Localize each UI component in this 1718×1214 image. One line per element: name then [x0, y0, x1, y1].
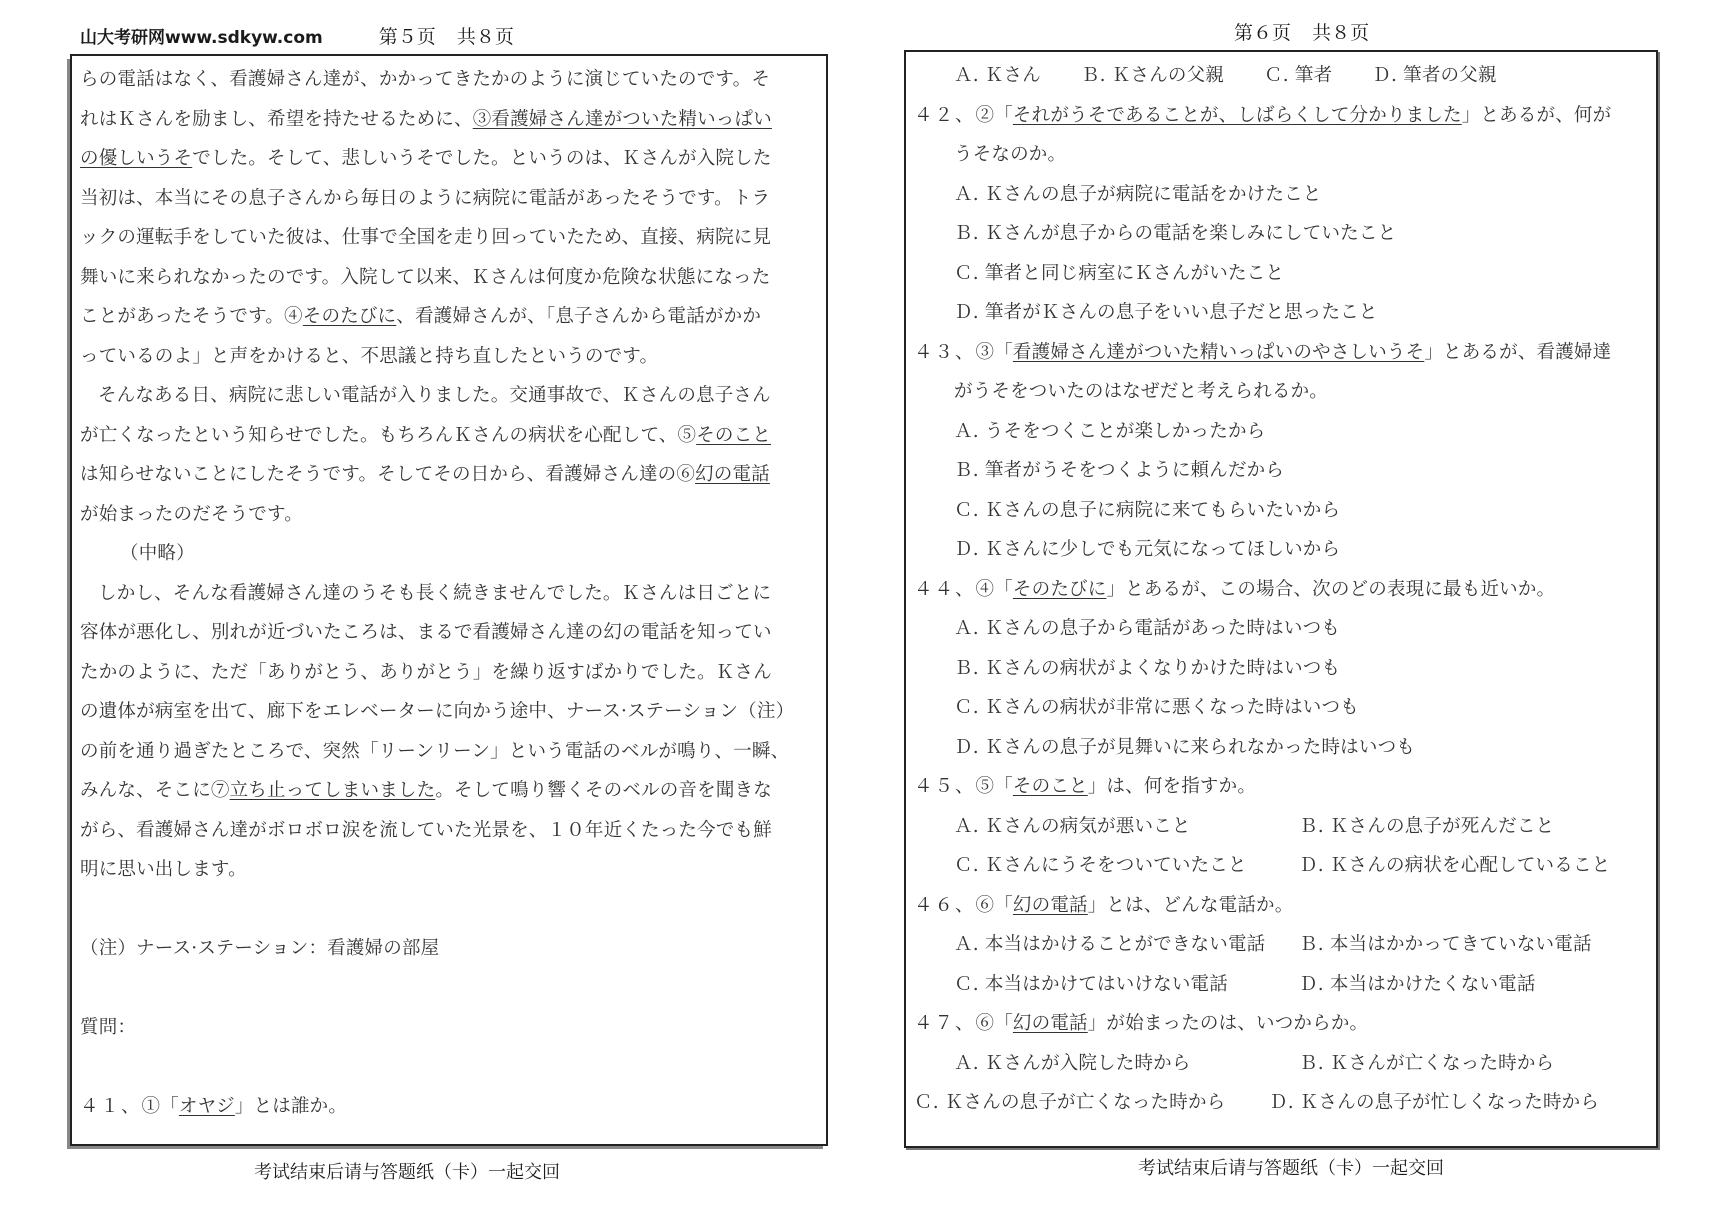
passage-line: 舞いに来られなかったのです。入院して以来、Ｋさんは何度か危険な状態になった [80, 266, 771, 288]
question-43-quote: 看護婦さん達がついた精いっぱいのやさしいうそ [1012, 341, 1425, 363]
option-row: Ａ. Ｋさんが入院した時から Ｂ. Ｋさんが亡くなった時から [954, 1052, 1555, 1074]
option: Ａ. Ｋさんの息子から電話があった時はいつも [954, 618, 1340, 639]
passage-line: っているのよ」と声をかけると、不思議と持ち直したというのです。 [80, 345, 659, 367]
option: Ｃ. 筆者と同じ病室にＫさんがいたこと [954, 262, 1285, 284]
question-41-quote: オヤジ [178, 1096, 235, 1117]
right-page-number: 第６页 [1234, 22, 1292, 44]
question-42-quote: それがうそであることが、しばらくして分かりました [1012, 104, 1462, 126]
passage-line: が始まったのだそうです。 [80, 503, 303, 525]
question-41: ４１、①「オヤジ」とは誰か。 [80, 1096, 348, 1117]
footnote: （注）ナース·ステーション：看護婦の部屋 [80, 938, 440, 959]
passage-line: の遺体が病室を出て、廊下をエレベーターに向かう途中、ナース·ステーション（注） [80, 701, 795, 722]
underlined-phrase-4: そのたびに [302, 306, 397, 327]
underlined-phrase-3: ③看護婦さん達がついた精いっぱい [472, 108, 772, 130]
option-row: Ａ. 本当はかけることができない電話 Ｂ. 本当はかかってきていない電話 [954, 934, 1592, 955]
omission-marker: （中略） [120, 543, 195, 564]
passage-line: がら、看護婦さん達がボロボロ涙を流していた光景を、１０年近くたった今でも鮮 [80, 819, 772, 841]
reading-passage [80, 60, 818, 1127]
question-43-cont: がうそをついたのはなぜだと考えられるか。 [954, 381, 1329, 402]
question-46-quote: 幻の電話 [1012, 894, 1088, 916]
left-footer: 考试结束后请与答题纸（卡）一起交回 [254, 1162, 560, 1183]
site-watermark: 山大考研网www.sdkyw.com [80, 28, 323, 48]
option: Ｃ. Ｋさんの息子に病院に来てもらいたいから [954, 499, 1341, 521]
option: Ｄ. Ｋさんの息子が見舞いに来られなかった時はいつも [954, 736, 1415, 758]
passage-line: らの電話はなく、看護婦さん達が、かかってきたかのように演じていたのです。そ [80, 69, 771, 90]
option: Ｄ. 筆者がＫさんの息子をいい息子だと思ったこと [954, 302, 1378, 323]
passage-line: が亡くなったという知らせでした。もちろんＫさんの病状を心配して、⑤そのこと [80, 424, 771, 446]
right-footer: 考试结束后请与答题纸（卡）一起交回 [1138, 1158, 1444, 1179]
passage-line: 当初は、本当にその息子さんから毎日のように病院に電話があったそうです。トラ [80, 187, 771, 209]
option-row: Ｃ. Ｋさんの息子が亡くなった時から Ｄ. Ｋさんの息子が忙しくなった時から [914, 1092, 1600, 1113]
passage-line: たかのように、ただ「ありがとう、ありがとう」を繰り返すばかりでした。Ｋさん [80, 661, 772, 683]
option: Ａ. Ｋさんの息子が病院に電話をかけたこと [954, 183, 1322, 205]
right-page-header [1234, 18, 1419, 45]
question-44: ４４、④「そのたびに」とあるが、この場合、次のどの表現に最も近いか。 [914, 578, 1556, 600]
passage-line: みんな、そこに⑦立ち止ってしまいました。そして鳴り響くそのベルの音を聞きな [80, 780, 772, 801]
right-exam-panel [904, 50, 1658, 1148]
question-44-quote: そのたびに [1012, 578, 1107, 600]
question-42: ４２、②「それがうそであることが、しばらくして分かりました」とあるが、何が [914, 104, 1612, 126]
passage-line: ックの運転手をしていた彼は、仕事で全国を走り回っていたため、直接、病院に見 [80, 227, 772, 248]
underlined-phrase-5: そのこと [696, 424, 771, 446]
passage-line: そんなある日、病院に悲しい電話が入りました。交通事故で、Ｋさんの息子さん [98, 385, 771, 406]
question-47-quote: 幻の電話 [1012, 1013, 1088, 1034]
option-row: Ｃ. 本当はかけてはいけない電話 Ｄ. 本当はかけたくない電話 [954, 973, 1536, 995]
option: Ａ. うそをつくことが楽しかったから [954, 420, 1266, 442]
underlined-phrase-3-cont: の優しいうそ [80, 148, 193, 169]
option: Ｂ. Ｋさんが息子からの電話を楽しみにしていたこと [954, 223, 1397, 244]
option: Ｂ. Ｋさんの病状がよくなりかけた時はいつも [954, 657, 1341, 679]
questions-label: 質問： [80, 1017, 137, 1038]
passage-line: は知らせないことにしたそうです。そしてその日から、看護婦さん達の⑥幻の電話 [80, 464, 770, 485]
left-page-number: 第５页 [378, 26, 436, 48]
passage-line: の優しいうそでした。そして、悲しいうそでした。というのは、Ｋさんが入院した [80, 148, 772, 169]
option: Ｃ. Ｋさんの病状が非常に悪くなった時はいつも [954, 697, 1359, 718]
question-42-cont: うそなのか。 [954, 144, 1067, 165]
question-43: ４３、③「看護婦さん達がついた精いっぱいのやさしいうそ」とあるが、看護婦達 [914, 341, 1612, 363]
passage-line: ことがあったそうです。④そのたびに、看護婦さんが、「息子さんから電話がかか [80, 306, 762, 327]
passage-line: れはＫさんを励まし、希望を持たせるために、③看護婦さん達がついた精いっぱい [80, 108, 772, 130]
question-45-quote: そのこと [1012, 776, 1088, 797]
option: Ｄ. Ｋさんに少しでも元気になってほしいから [954, 539, 1341, 560]
left-exam-panel [70, 54, 828, 1146]
option: Ｂ. 筆者がうそをつくように頼んだから [954, 460, 1285, 481]
passage-line: 容体が悪化し、別れが近づいたころは、まるで看護婦さん達の幻の電話を知ってい [80, 622, 772, 643]
question-45: ４５、⑤「そのこと」は、何を指すか。 [914, 776, 1257, 797]
left-page-total: 共８页 [456, 26, 514, 48]
question-41-options: Ａ. Ｋさん Ｂ. Ｋさんの父親 Ｃ. 筆者 Ｄ. 筆者の父親 [954, 65, 1497, 86]
underlined-phrase-7: 立ち止ってしまいました [229, 780, 436, 801]
right-page-total: 共８页 [1312, 22, 1370, 44]
option-row: Ｃ. Ｋさんにうそをついていたこと Ｄ. Ｋさんの病状を心配していること [954, 855, 1611, 876]
underlined-phrase-6: 幻の電話 [695, 464, 770, 485]
questions-section [914, 56, 1648, 1123]
question-47: ４７、⑥「幻の電話」が始まったのは、いつからか。 [914, 1013, 1369, 1034]
passage-line: しかし、そんな看護婦さん達のうそも長く続きませんでした。Ｋさんは日ごとに [98, 582, 772, 604]
left-page-header [80, 22, 564, 49]
question-46: ４６、⑥「幻の電話」とは、どんな電話か。 [914, 894, 1294, 916]
passage-line: 明に思い出します。 [80, 859, 247, 880]
passage-line: の前を通り過ぎたところで、突然「リーンリーン」という電話のベルが鳴り、一瞬、 [80, 740, 790, 762]
option-row: Ａ. Ｋさんの病気が悪いこと Ｂ. Ｋさんの息子が死んだこと [954, 815, 1555, 837]
